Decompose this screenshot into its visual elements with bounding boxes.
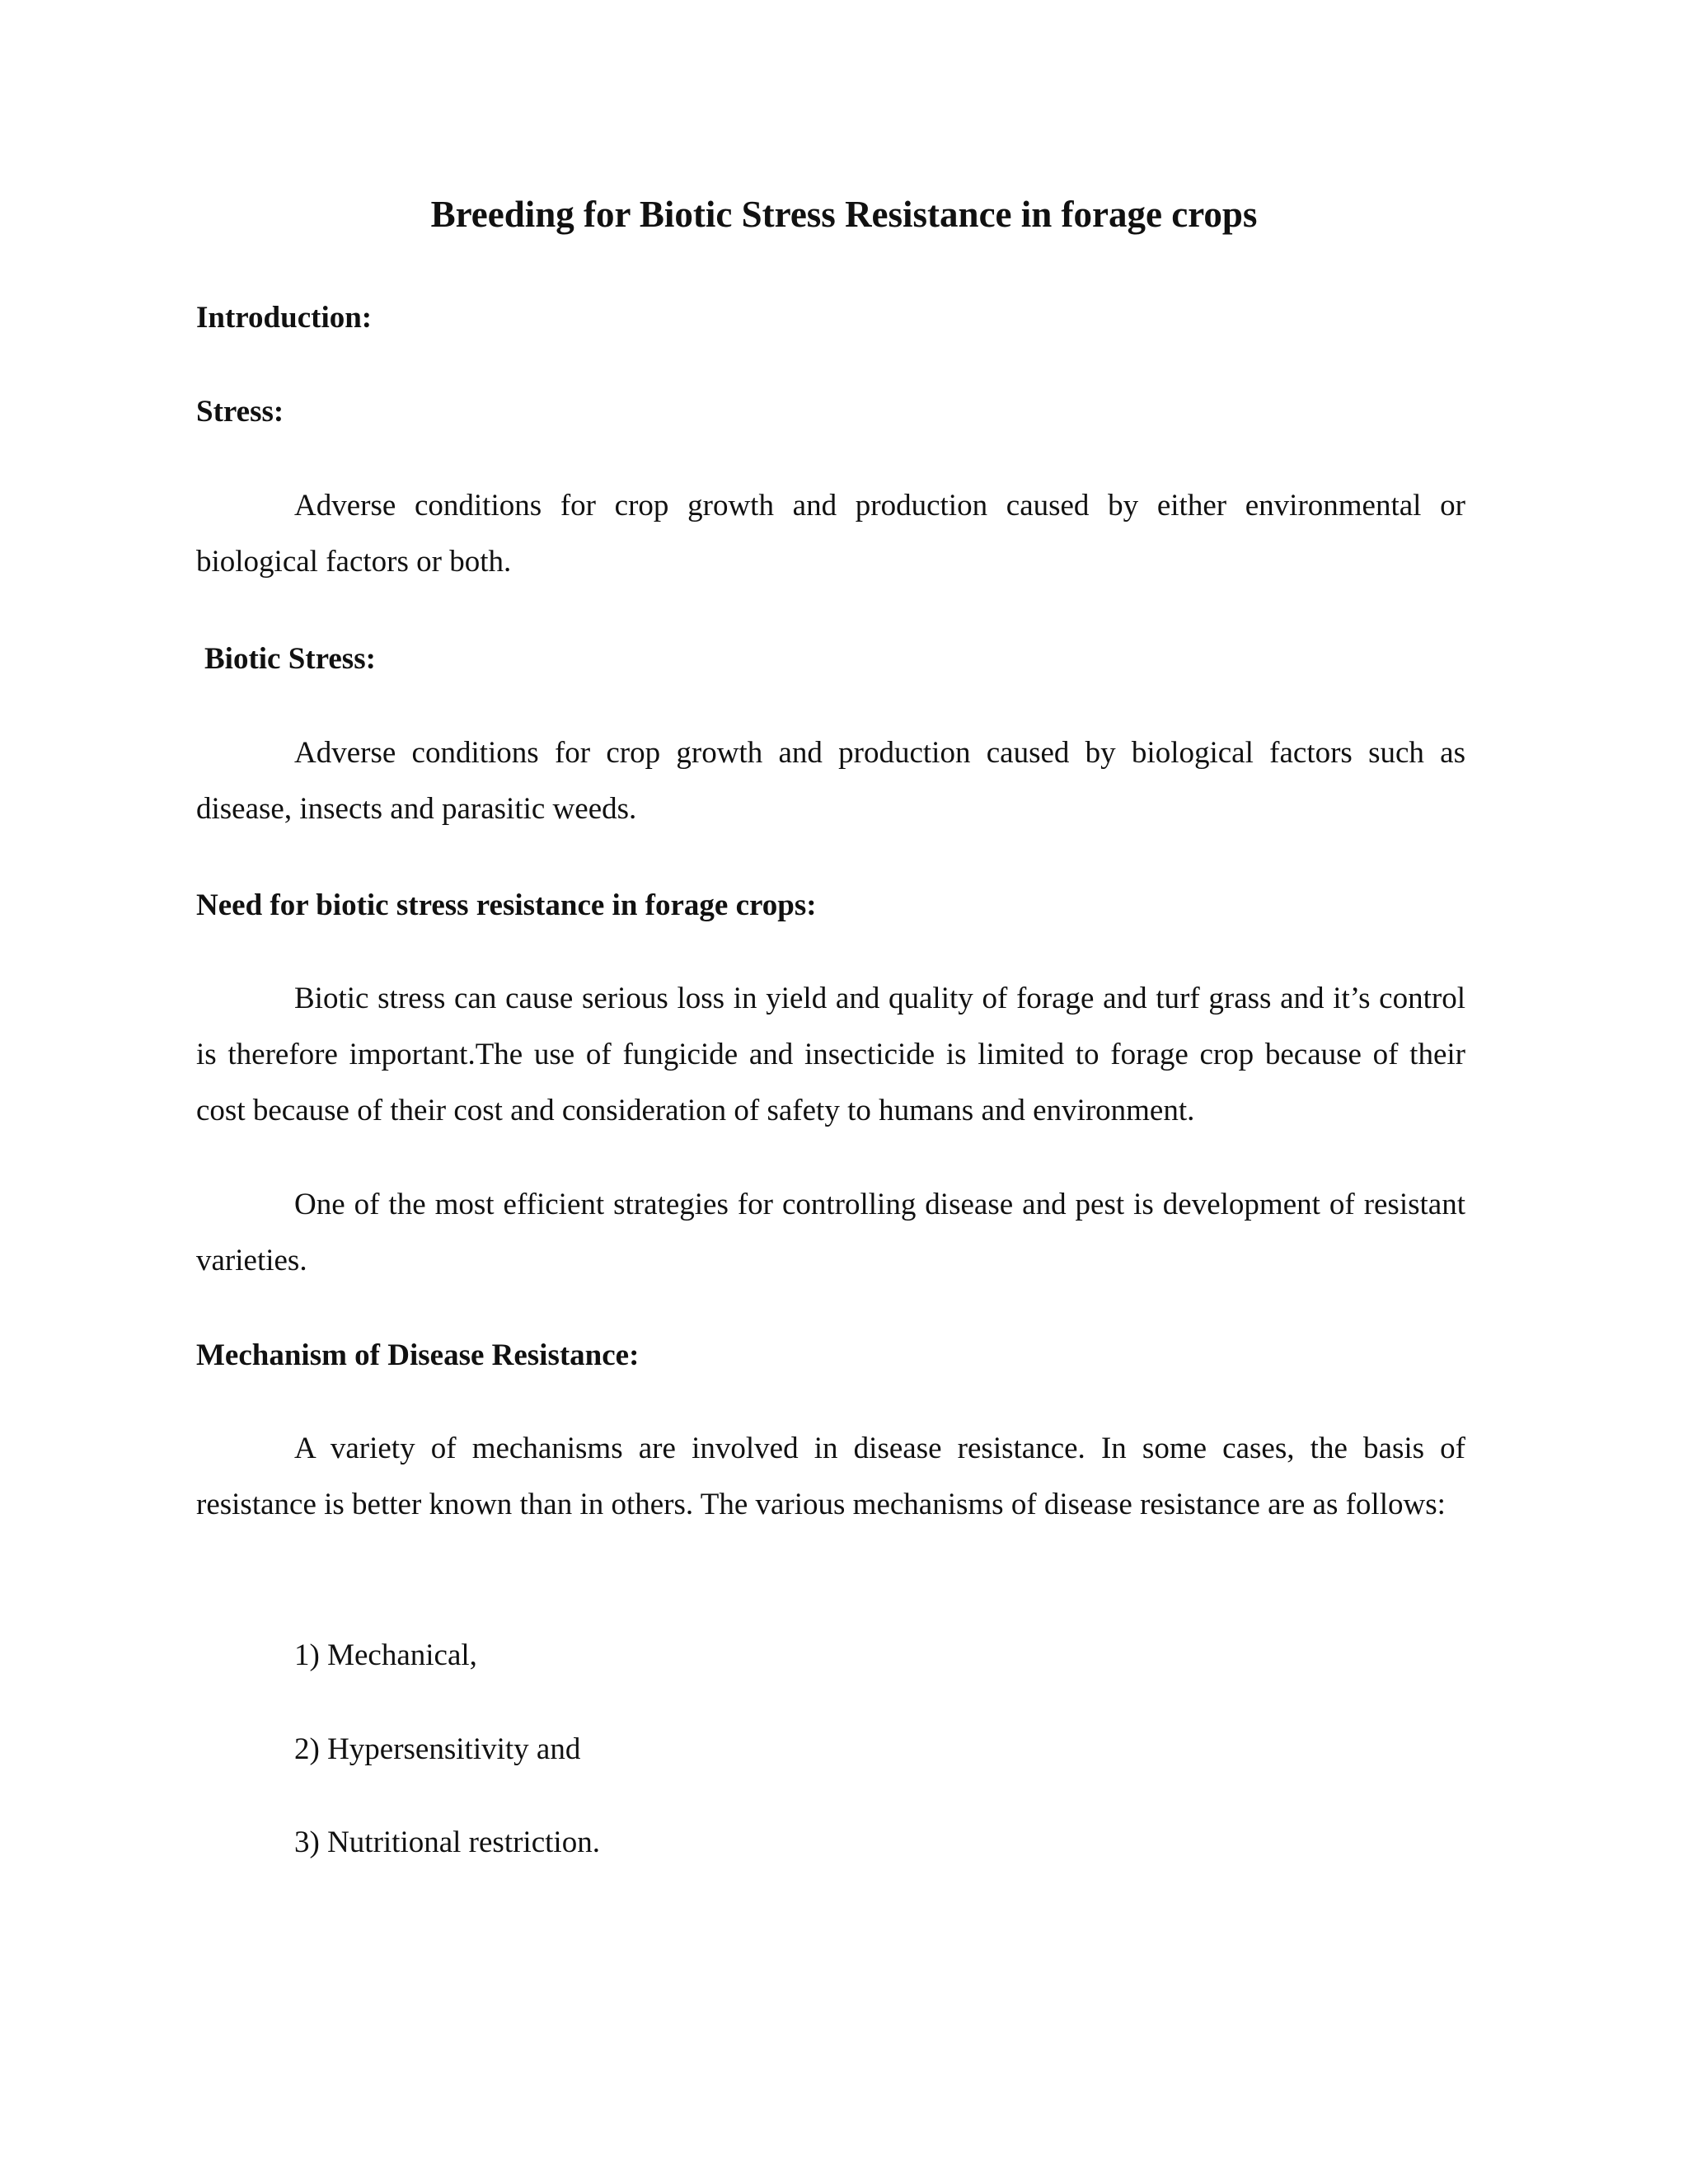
- list-item: 3) Nutritional restriction.: [294, 1825, 600, 1859]
- mechanism-paragraph: A variety of mechanisms are involved in disease resistance. In some cases, the basis of resistance is better known than in others. The various mechanisms of disease resistance are as follows:: [196, 1432, 1465, 1521]
- stress-heading: Stress:: [196, 395, 284, 429]
- need-heading: Need for biotic stress resistance in forage crops:: [196, 888, 817, 922]
- list-item: 2) Hypersensitivity and: [294, 1732, 581, 1766]
- mechanism-heading: Mechanism of Disease Resistance:: [196, 1338, 640, 1372]
- list-item: 1) Mechanical,: [294, 1638, 477, 1672]
- biotic-stress-paragraph: Adverse conditions for crop growth and production caused by biological factors such as disease, insects and parasitic weeds.: [196, 736, 1465, 826]
- biotic-stress-heading: Biotic Stress:: [204, 642, 376, 676]
- need-paragraph-2: One of the most efficient strategies for controlling disease and pest is development of resistant varieties.: [196, 1188, 1465, 1277]
- need-paragraph-1: Biotic stress can cause serious loss in yield and quality of forage and turf grass and it’s control is therefore important.The use of fungicide and insecticide is limited to forage crop because of their cost because of their cost and consideration of safety to humans and environment.: [196, 982, 1465, 1127]
- document-title: Breeding for Biotic Stress Resistance in forage crops: [430, 194, 1258, 235]
- stress-paragraph: Adverse conditions for crop growth and production caused by either environmental or biological factors or both.: [196, 489, 1465, 579]
- introduction-heading: Introduction:: [196, 301, 373, 335]
